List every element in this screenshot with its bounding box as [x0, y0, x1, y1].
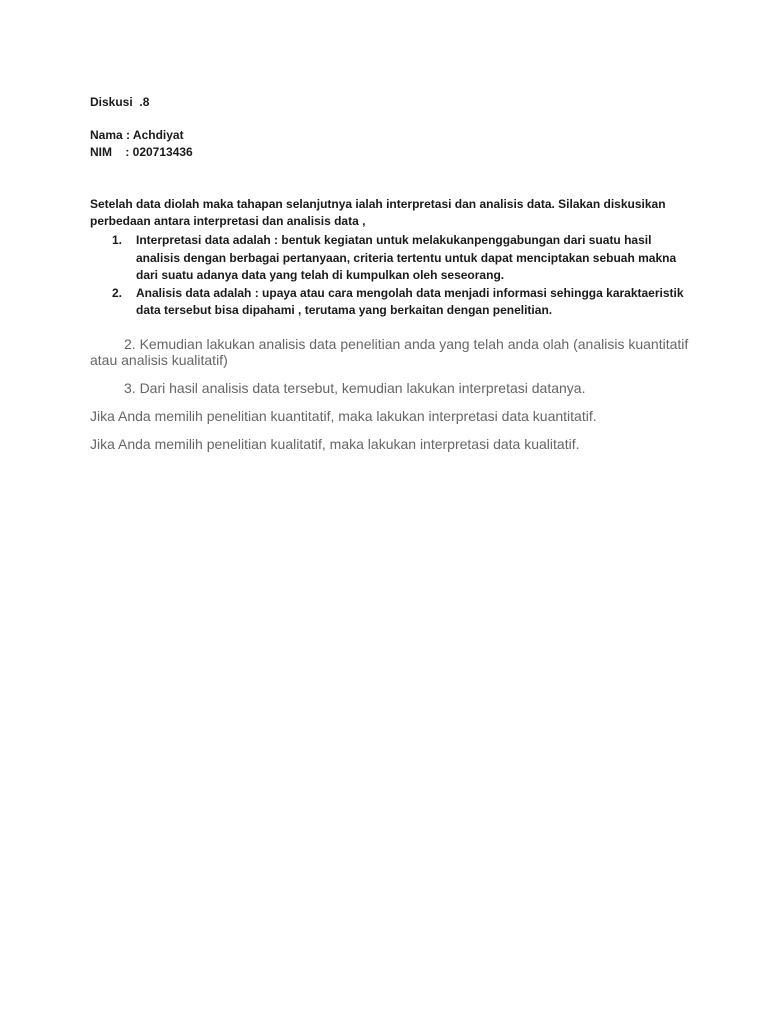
- instruction-item-2: [90, 336, 700, 368]
- answer-item: [90, 232, 690, 285]
- student-nim: NIM : 020713436: [90, 145, 193, 159]
- instruction-item-2-text: 2. Kemudian lakukan analisis data penelitian anda yang telah anda olah (analisis kuantitatif atau analisis kualitatif): [90, 336, 689, 368]
- instruction-qualitative: Jika Anda memilih penelitian kualitatif, maka lakukan interpretasi data kualitatif.: [90, 436, 580, 452]
- answer-number: 1.: [112, 233, 123, 247]
- answer-item: [90, 285, 690, 320]
- student-name: Nama : Achdiyat: [90, 128, 184, 142]
- answer-text: Analisis data adalah : upaya atau cara mengolah data menjadi informasi sehingga karaktaeristik data tersebut bisa dipahami , terutama yang berkaitan dengan penelitian.: [136, 285, 684, 317]
- answer-number: 2.: [112, 285, 123, 300]
- answer-list: [90, 232, 690, 320]
- discussion-question: Setelah data diolah maka tahapan selanjutnya ialah interpretasi dan analisis data. Silakan diskusikan perbedaan antara interpretasi dan analisis data ,: [90, 197, 666, 228]
- instruction-quantitative: Jika Anda memilih penelitian kuantitatif, maka lakukan interpretasi data kuantitatif.: [90, 408, 597, 424]
- document-title: Diskusi .8: [90, 95, 150, 109]
- answer-text: Interpretasi data adalah : bentuk kegiatan untuk melakukanpenggabungan dari suatu hasil analisis dengan berbagai pertanyaan, criteria tertentu untuk dapat menciptakan sebuah makna dari suatu adanya data yang telah di kumpulkan oleh seseorang.: [136, 233, 677, 282]
- instruction-item-3: 3. Dari hasil analisis data tersebut, kemudian lakukan interpretasi datanya.: [124, 380, 586, 396]
